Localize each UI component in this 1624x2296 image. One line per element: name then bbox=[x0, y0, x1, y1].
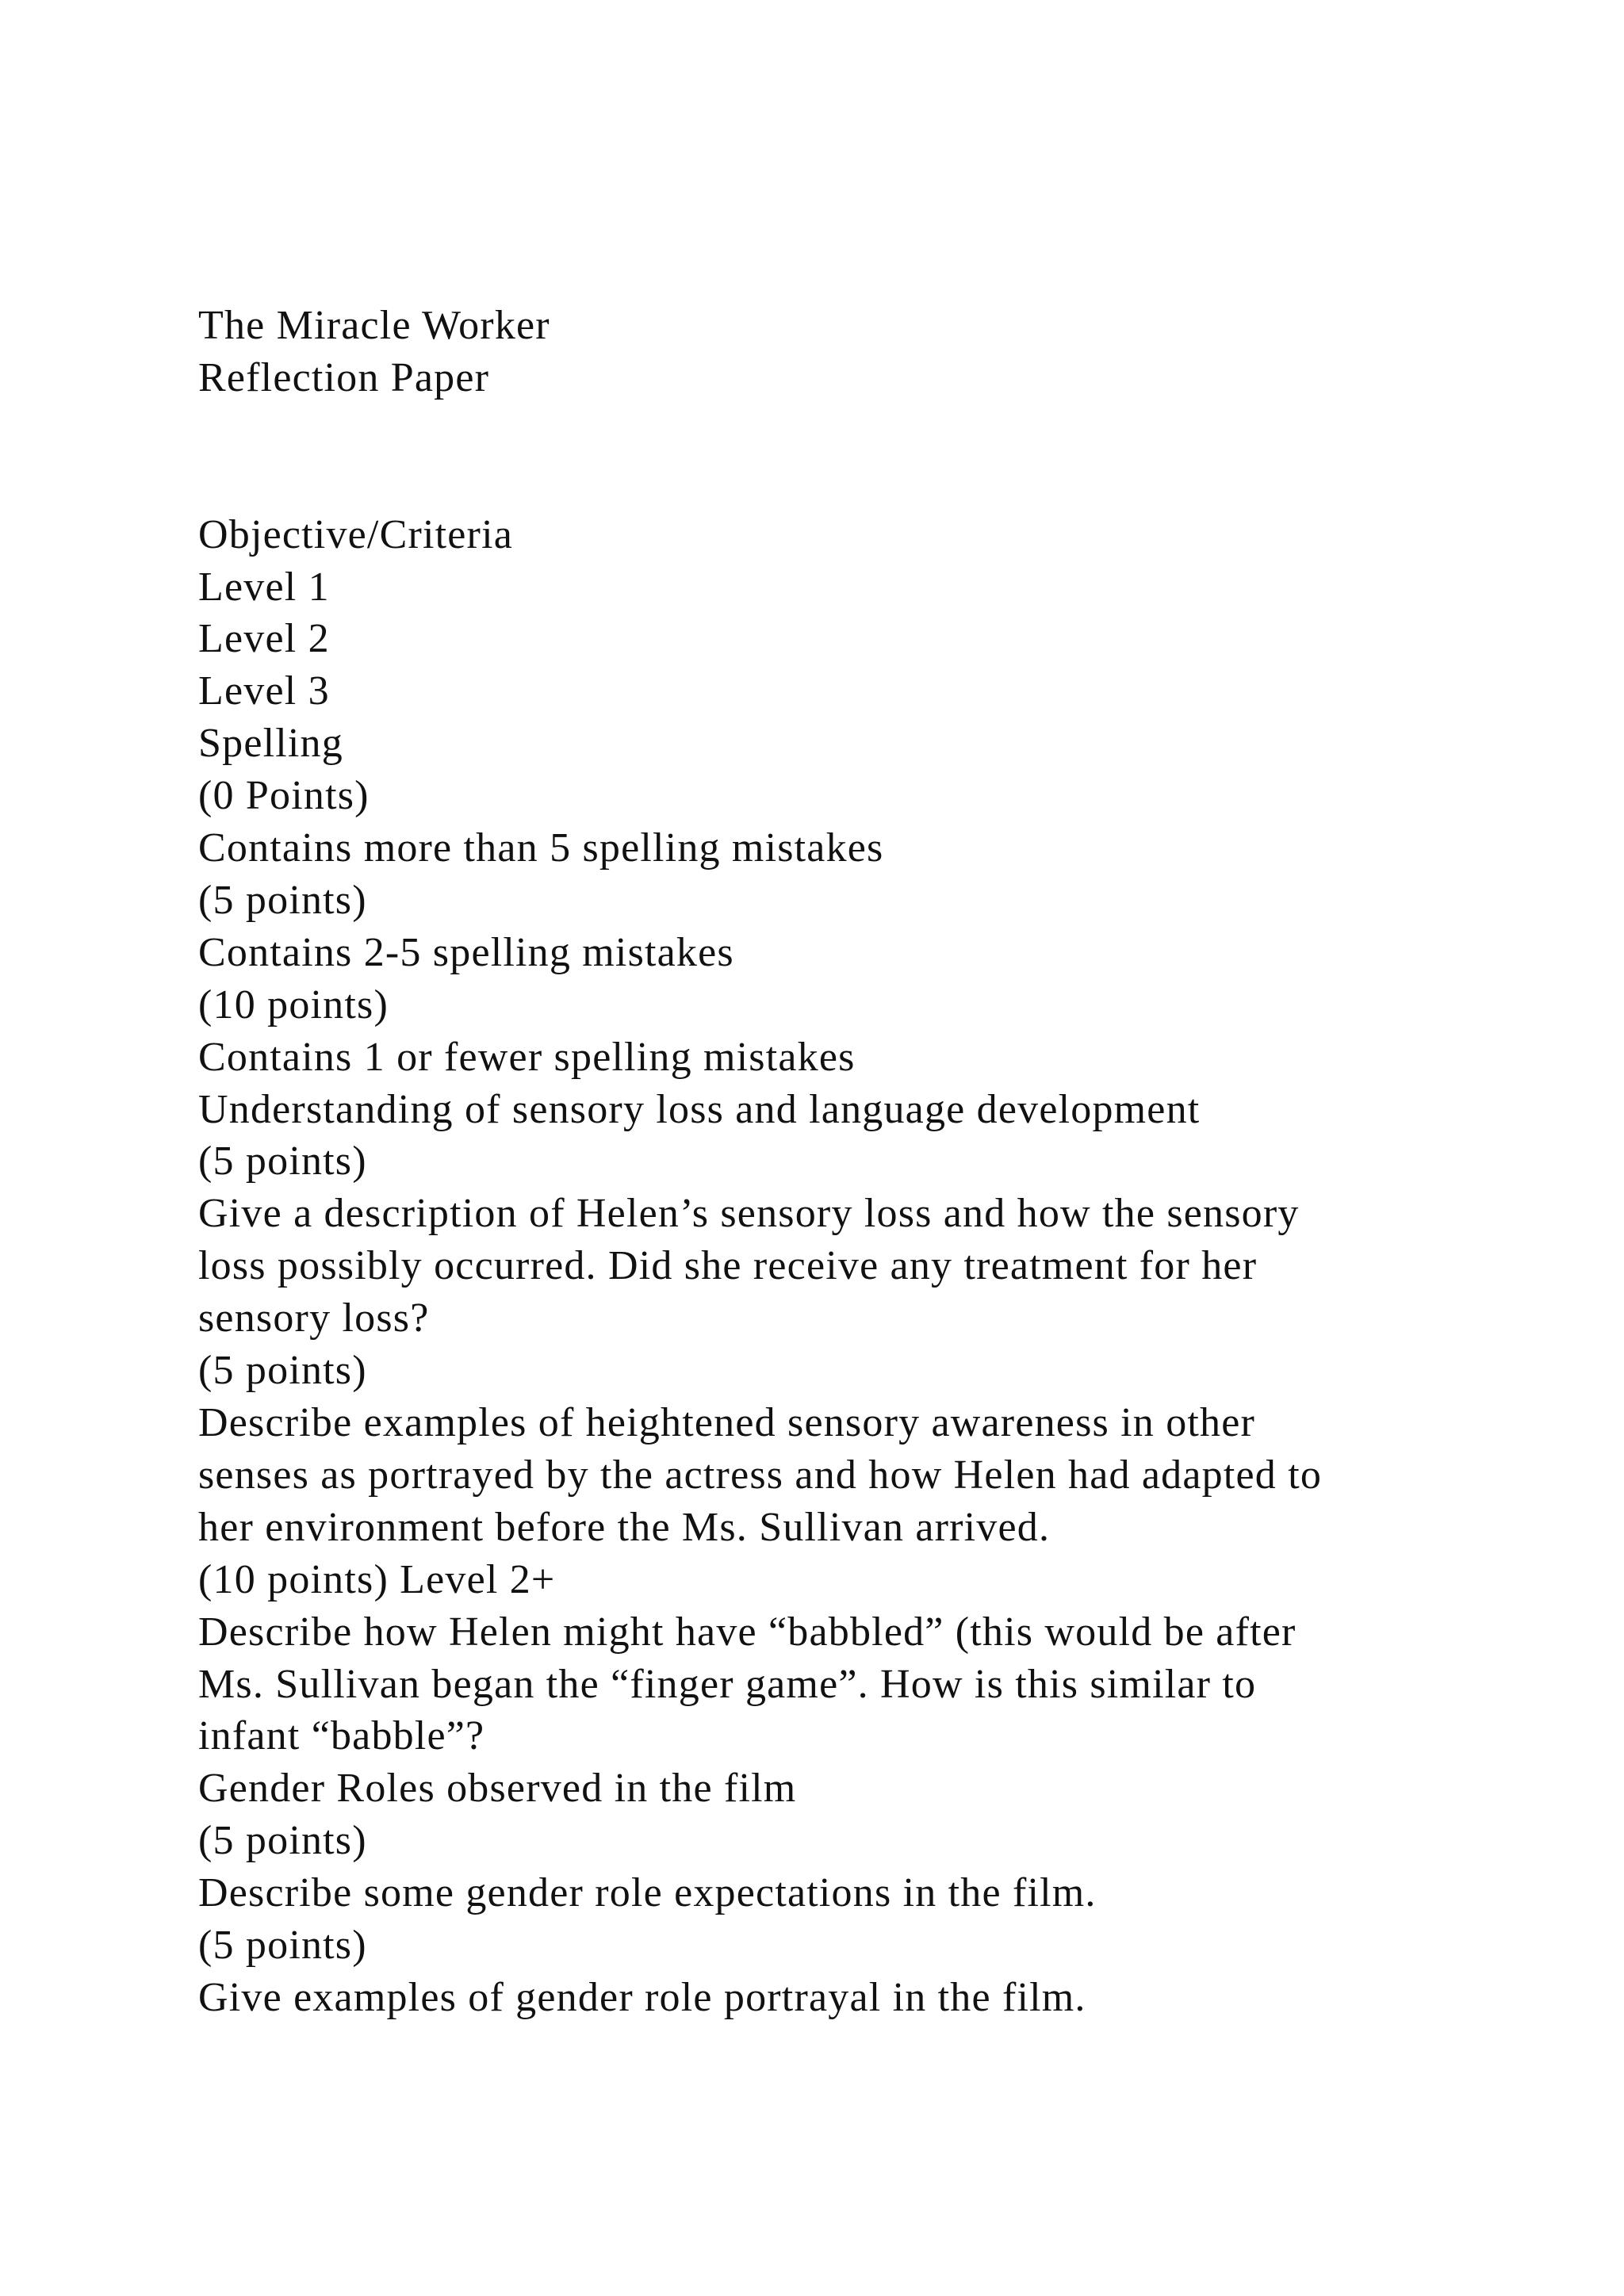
rubric-line: Objective/Criteria bbox=[198, 511, 514, 557]
rubric-line: (5 points) bbox=[198, 877, 367, 923]
rubric-line: Level 1 bbox=[198, 564, 330, 610]
rubric-line: (5 points) bbox=[198, 1348, 367, 1394]
rubric-line: Spelling bbox=[198, 721, 343, 767]
rubric-line: Contains 2-5 spelling mistakes bbox=[198, 929, 734, 975]
rubric-line: (5 points) bbox=[198, 1923, 367, 1969]
section-spacer bbox=[198, 404, 1483, 509]
document-content bbox=[198, 300, 1483, 2024]
rubric-line: Describe how Helen might have “babbled” (this would be after bbox=[198, 1609, 1297, 1655]
rubric-line: Contains 1 or fewer spelling mistakes bbox=[198, 1034, 856, 1080]
rubric-line: Give a description of Helen’s sensory loss and how the sensory bbox=[198, 1191, 1300, 1237]
rubric-line: Level 3 bbox=[198, 668, 330, 714]
rubric-line: infant “babble”? bbox=[198, 1713, 485, 1759]
rubric-line: Describe examples of heightened sensory awareness in other bbox=[198, 1400, 1256, 1446]
rubric-line: Contains more than 5 spelling mistakes bbox=[198, 825, 884, 871]
rubric-line: loss possibly occurred. Did she receive any treatment for her bbox=[198, 1243, 1258, 1289]
document-title: The Miracle Worker bbox=[198, 303, 550, 348]
rubric-line: senses as portrayed by the actress and how Helen had adapted to bbox=[198, 1452, 1323, 1498]
rubric-line: (10 points) bbox=[198, 982, 389, 1027]
document-subtitle: Reflection Paper bbox=[198, 354, 490, 400]
rubric-line: Level 2 bbox=[198, 616, 330, 662]
rubric-line: Ms. Sullivan began the “finger game”. How is this similar to bbox=[198, 1661, 1257, 1707]
rubric-line: her environment before the Ms. Sullivan arrived. bbox=[198, 1504, 1051, 1550]
rubric-line: Give examples of gender role portrayal in the film. bbox=[198, 1974, 1086, 2020]
rubric-text bbox=[198, 509, 1483, 2024]
rubric-line: Describe some gender role expectations in the film. bbox=[198, 1870, 1097, 1916]
rubric-line: sensory loss? bbox=[198, 1295, 430, 1341]
rubric-line: (5 points) bbox=[198, 1138, 367, 1184]
rubric-line: Gender Roles observed in the film bbox=[198, 1766, 797, 1812]
rubric-line: (0 Points) bbox=[198, 773, 370, 819]
rubric-line: (5 points) bbox=[198, 1818, 367, 1864]
rubric-line: Understanding of sensory loss and language development bbox=[198, 1086, 1201, 1132]
rubric-line: (10 points) Level 2+ bbox=[198, 1556, 556, 1602]
